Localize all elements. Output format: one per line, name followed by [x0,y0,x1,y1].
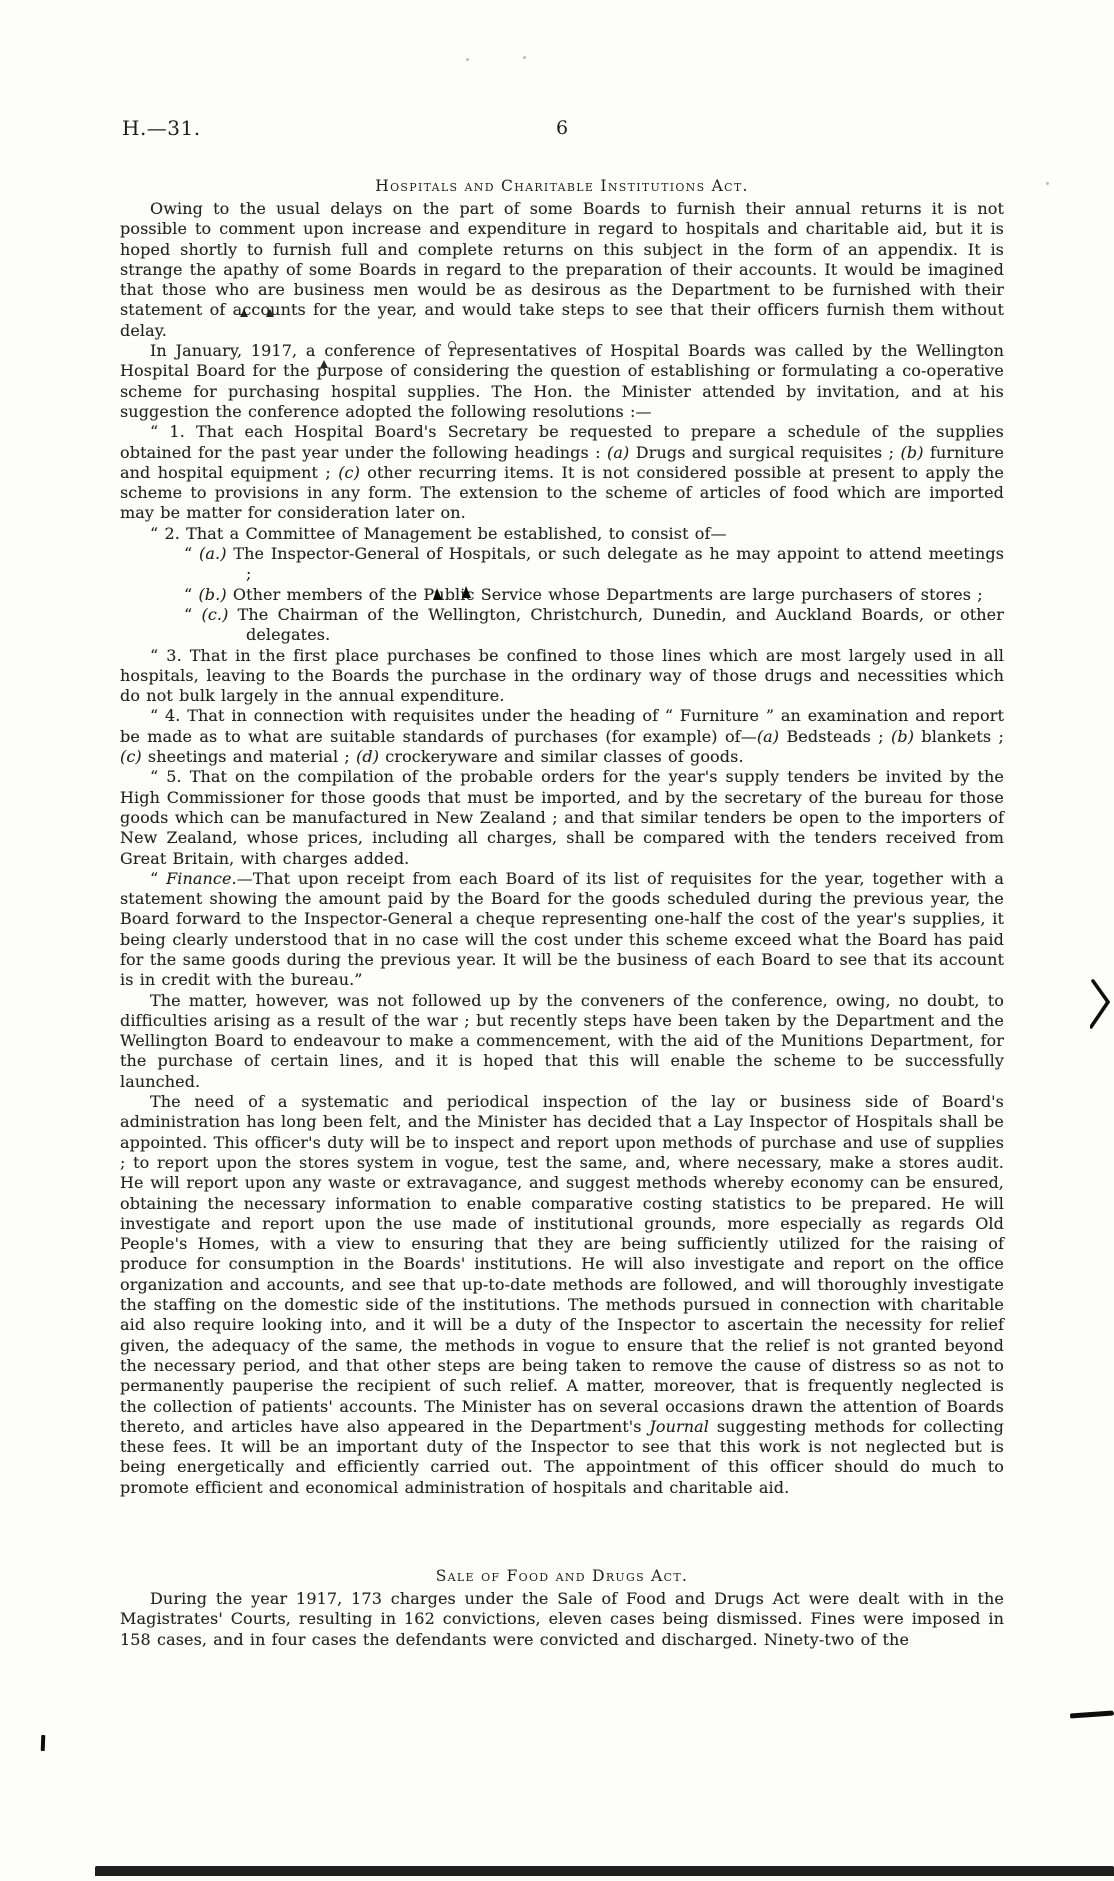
body-text: That upon receipt from each Board of its list of requisites for the year, together with a statement showing the amount paid by the Board for the goods scheduled during the previous year, the Board forward to the Inspector-General a cheque representing one-half the cost of the year's supplies, it being clearly understood that in no case will the cost under this scheme exceed what the Board has paid for the same goods during the previous year. It will be the business of each Board to see that its account is in credit with the bureau.” [120,868,1004,990]
italic-text: (c.) [201,604,229,624]
section-heading: Sale of Food and Drugs Act. [435,1567,689,1585]
italic-text: (c) [338,462,360,482]
body-text: “ [184,604,202,624]
body-text: During the year 1917, 173 charges under the Sale of Food and Drugs Act were dealt with in the Magistrates' Courts, resulting in 162 convictions, eleven cases being dismissed. Fines were imposed in 158 cases, and in four cases the defendants were convicted and discharged. Ninety-two of the [120,1589,1004,1649]
paragraph [120,767,1004,868]
body-text: sheetings and material ; [141,747,357,767]
body-text: “ 4. That in connection with requisites under the heading of “ Furniture ” an examination and report be made as to what are suitable standards of purchases (for example) of— [120,706,1004,746]
body-text: The matter, however, was not followed up by the conveners of the conference, owing, no doubt, to difficulties arising as a result of the war ; but recently steps have been taken by the Department and the Wellington Board to endeavour to make a commencement, with the aid of the Munitions Department, for the purchase of certain lines, and it is hoped that this will enable the scheme to be successfully launched. [120,990,1004,1091]
body-text: crockeryware and similar classes of goods. [379,747,744,767]
body-text: blankets ; [914,726,1004,746]
paragraph [120,544,1004,585]
body-text: Other members of the Public Service whose Departments are large purchasers of stores ; [226,584,983,604]
body-text: “ 5. That on the compilation of the probable orders for the year's supply tenders be invited by the High Commissioner for those goods that must be imported, and by the secretary of the bureau for those goods which can be manufactured in New Zealand ; and that similar tenders be open to the importers of New Zealand, whose prices, including all charges, shall be compared with the tenders received from Great Britain, with charges added. [120,767,1004,868]
document-reference: H.—31. [122,116,201,140]
paragraph [120,646,1004,707]
page-number: 6 [555,117,569,139]
italic-text: (c) [120,747,142,767]
body-text: The Inspector-General of Hospitals, or such delegate as he may appoint to attend meetings ; [226,544,1005,584]
page-header [120,116,1004,142]
margin-pen-stroke [1070,1710,1114,1718]
paragraph [120,422,1004,523]
paragraph [120,1589,1004,1650]
body-text: furniture and hospital equipment ; [120,442,1005,482]
paragraph [120,706,1004,767]
body-text: “ 2. That a Committee of Management be established, to consist of— [150,523,727,543]
body-text: Drugs and surgical requisites ; [629,442,901,462]
margin-pen-tick [41,1735,46,1751]
italic-text: (b.) [198,584,227,604]
paragraph [120,585,1004,605]
italic-text: Journal [649,1416,710,1436]
body-text: suggesting methods for collecting these fees. It will be an important duty of the Inspector to see that this work is not neglected but is being energetically and efficiently carried out. The appointment of this officer should do much to promote efficient and economical administration of hospitals and charitable aid. [120,1416,1004,1497]
paragraph [120,341,1004,422]
margin-angle-mark [1090,978,1114,1034]
scan-speck-1 [466,58,469,61]
scan-speck-3 [1046,182,1049,185]
body-text: other recurring items. It is not considered possible at present to apply the scheme to provisions in any form. The extension to the scheme of articles of food which are imported may be matter for consideration later on. [120,462,1004,523]
body-text: Bedsteads ; [779,726,892,746]
body-text: In January, 1917, a conference of representatives of Hospital Boards was called by the Wellington Hospital Board for the purpose of considering the question of establishing or formulating a co-operative scheme for purchasing hospital supplies. The Hon. the Minister attended by invitation, and at his suggestion the conference adopted the following resolutions :— [120,341,1004,421]
paragraph [120,199,1004,341]
section [120,176,1004,1498]
scan-speck-2 [523,56,526,59]
body-text: The Chairman of the Wellington, Christchurch, Dunedin, and Auckland Boards, or other delegates. [228,604,1004,645]
paragraph [120,869,1004,991]
section-heading: Hospitals and Charitable Institutions Act. [375,177,749,195]
body-text: “ [184,544,200,564]
body-text: “ 3. That in the first place purchases be confined to those lines which are most largely used in all hospitals, leaving to the Boards the purchase in the ordinary way of those drugs and necessities which do not bulk largely in the annual expenditure. [120,645,1004,706]
section [120,1566,1004,1650]
italic-text: (b) [900,442,924,462]
paragraph [120,605,1004,646]
italic-text: (a) [607,442,630,462]
scan-edge-bar [95,1866,1114,1876]
italic-text: (a) [756,726,780,746]
paragraph [120,1092,1004,1498]
italic-text: (a.) [199,544,227,564]
italic-text: (b) [891,726,915,746]
italic-text: Finance.— [166,868,253,888]
paragraph [120,524,1004,544]
italic-text: (d) [356,747,380,767]
body-text: “ [150,868,167,888]
body-text: “ 1. That each Hospital Board's Secretary be requested to prepare a schedule of the supplies obtained for the past year under the following headings : [120,422,1004,462]
body-text: Owing to the usual delays on the part of some Boards to furnish their annual returns it is not possible to comment upon increase and expenditure in regard to hospitals and charitable aid, but it is hoped shortly to furnish full and complete returns on this subject in the form of an appendix. It is strange the apathy of some Boards in regard to the preparation of their accounts. It would be imagined that those who are business men would be as desirous as the Department to be furnished with their statement of accounts for the year, and would take steps to see that their officers furnish them without delay. [120,199,1004,340]
body-text: The need of a systematic and periodical inspection of the lay or business side of Board's administration has long been felt, and the Minister has decided that a Lay Inspector of Hospitals shall be appointed. This officer's duty will be to inspect and report upon methods of purchase and use of supplies ; to report upon the stores system in vogue, test the same, and, where necessary, make a stores audit. He will report upon any waste or extravagance, and suggest methods whereby economy can be ensured, obtaining the necessary information to enable comparative costing statistics to be prepared. He will investigate and report upon the use made of institutional grounds, more especially as regards Old People's Homes, with a view to ensuring that they are being sufficiently utilized for the raising of produce for consumption in the Boards' institutions. He will also investigate and report on the office organization and accounts, and see that up-to-date methods are followed, and will thoroughly investigate the staffing on the domestic side of the institutions. The methods pursued in connection with charitable aid also require looking into, and it will be a duty of the Inspector to ascertain the necessity for relief given, the adequacy of the same, the methods in vogue to ensure that the relief is not granted beyond the necessary period, and that other steps are being taken to remove the cause of distress so as not to permanently pauperise the recipient of such relief. A matter, moreover, that is frequently neglected is the collection of patients' accounts. The Minister has on several occasions drawn the attention of Boards thereto, and articles have also appeared in the Department's [120,1092,1004,1436]
paragraph [120,991,1004,1092]
body-text: “ [184,584,199,604]
